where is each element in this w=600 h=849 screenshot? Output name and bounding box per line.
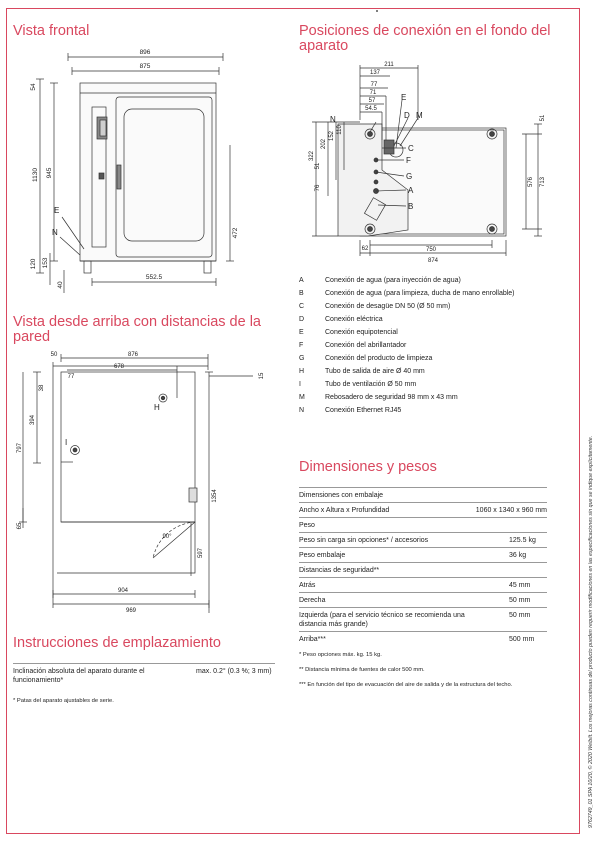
table-row: [299, 608, 547, 632]
note-distance: ** Distancia mínima de fuentes de calor 500 mm.: [299, 667, 425, 673]
legend-key: B: [299, 290, 304, 297]
top-view-drawing: [13, 348, 283, 623]
rear-label-d: D: [404, 111, 410, 120]
rear-dim-211: 211: [384, 62, 394, 68]
top-dim-969: 969: [125, 608, 137, 614]
front-dim-door: 472: [232, 227, 239, 239]
legend-key: H: [299, 368, 305, 375]
front-view-title: Vista frontal: [13, 23, 90, 39]
table-row: [299, 563, 547, 578]
rear-dim-57: 57: [368, 98, 376, 104]
top-marker-dot: [376, 10, 378, 12]
table-row: [299, 488, 547, 503]
front-dim-inner: 875: [139, 63, 151, 70]
rear-dim-713: 713: [540, 176, 546, 188]
table-row: [299, 632, 547, 647]
legend-key: N: [299, 407, 305, 414]
front-dim-54: 54: [30, 83, 37, 91]
front-dim-40: 40: [57, 281, 64, 289]
front-dim-height: 1130: [32, 168, 39, 182]
legend-key: I: [299, 381, 301, 388]
top-view-title: Vista desde arriba con distancias de la pared: [13, 314, 261, 345]
rear-connections-drawing: [298, 60, 578, 270]
table-row: [299, 503, 547, 518]
top-dim-77: 77: [67, 374, 75, 380]
rear-label-a: A: [408, 186, 414, 195]
rear-label-b: B: [408, 202, 414, 211]
legend-item: [299, 315, 559, 324]
legend-item: [299, 328, 559, 337]
top-dim-394: 394: [30, 414, 36, 426]
rear-label-e: E: [401, 93, 407, 102]
installation-table: [13, 663, 275, 688]
installation-title: Instrucciones de emplazamiento: [13, 635, 221, 651]
rear-label-m: M: [416, 111, 423, 120]
side-copyright-text: 9762749_01 SPA 10/20, © 2020 Welbilt. Los mejoras continuas del producto pueden requerir modificaciones en las especificaciones sin que se indique explícitamente.: [588, 435, 594, 828]
legend-desc: Conexión Ethernet RJ45: [325, 407, 402, 414]
table-row: [299, 548, 547, 563]
legend-item: [299, 380, 559, 389]
legend-desc: Tubo de ventilación Ø 50 mm: [325, 381, 417, 388]
rear-dim-576: 576: [528, 176, 534, 188]
packaging-value: 1060 x 1340 x 960 mm: [470, 503, 547, 518]
legend-key: D: [299, 316, 305, 323]
top-door-angle: 90°: [162, 534, 172, 540]
weight-net-label: Peso sin carga sin opciones* / accesorios: [299, 533, 470, 548]
rear-dim-77: 77: [370, 82, 378, 88]
right-label: Derecha: [299, 593, 470, 608]
legend-desc: Conexión del abrillantador: [325, 342, 407, 349]
legend-key: A: [299, 277, 304, 284]
legend-item: [299, 393, 559, 402]
rear-label-f: F: [406, 156, 411, 165]
note-weight: * Peso opciones máx. kg. 15 kg.: [299, 652, 382, 658]
rear-dim-322: 322: [309, 150, 315, 162]
top-dim-876: 876: [127, 352, 139, 358]
top-dim-65: 65: [17, 522, 23, 530]
legend-key: C: [299, 303, 305, 310]
legend-item: [299, 367, 559, 376]
legend-item: [299, 406, 559, 415]
legend-key: F: [299, 342, 304, 349]
packaging-header: Dimensiones con embalaje: [299, 488, 547, 503]
rear-dim-62: 62: [361, 246, 369, 252]
rear-connections-title: Posiciones de conexión en el fondo del aparato: [299, 23, 551, 54]
legend-item: [299, 289, 559, 298]
legend-desc: Conexión equipotencial: [325, 329, 398, 336]
front-label-e: E: [54, 206, 60, 215]
inclination-value: max. 0.2° (0.3 %; 3 mm): [178, 664, 275, 689]
table-row: [299, 593, 547, 608]
top-dim-50: 50: [50, 352, 58, 358]
safety-header: Distancias de seguridad**: [299, 563, 547, 578]
table-row: [299, 518, 547, 533]
legend-desc: Conexión de agua (para inyección de agua): [325, 277, 461, 284]
left-label: Izquierda (para el servicio técnico se recomienda una distancia más grande): [299, 608, 470, 632]
rear-dim-874: 874: [427, 258, 439, 264]
weight-header: Peso: [299, 518, 547, 533]
packaging-label: Ancho x Altura x Profundidad: [299, 503, 470, 518]
legend-key: G: [299, 355, 305, 362]
rear-dim-137: 137: [369, 70, 381, 76]
connection-legend: [299, 276, 559, 419]
legend-desc: Tubo de salida de aire Ø 40 mm: [325, 368, 425, 375]
installation-note: * Patas del aparato ajustables de serie.: [13, 698, 114, 704]
top-label-i: I: [65, 438, 68, 447]
front-dim-foot: 552.5: [145, 274, 163, 281]
legend-desc: Conexión de desagüe DN 50 (Ø 50 mm): [325, 303, 451, 310]
rear-dim-54-5: 54.5: [365, 106, 377, 112]
legend-desc: Rebosadero de seguridad 98 mm x 43 mm: [325, 394, 458, 401]
top-dim-597: 597: [198, 547, 204, 559]
weight-pack-value: 36 kg: [503, 548, 547, 563]
left-value: 50 mm: [503, 608, 547, 632]
top-label: Arriba***: [299, 632, 470, 647]
front-dim-width: 896: [139, 49, 151, 56]
top-value: 500 mm: [503, 632, 547, 647]
rear-dim-76: 76: [315, 184, 321, 192]
legend-item: [299, 354, 559, 363]
weight-net-value: 125.5 kg: [503, 533, 547, 548]
front-dim-120: 120: [30, 258, 37, 270]
top-dim-1354: 1354: [212, 489, 218, 503]
top-dim-904: 904: [117, 588, 129, 594]
rear-dim-152: 152: [329, 130, 335, 142]
rear-label-g: G: [406, 172, 413, 181]
legend-key: E: [299, 329, 304, 336]
table-row: [299, 533, 547, 548]
table-row: [299, 578, 547, 593]
front-label-n: N: [52, 228, 58, 237]
top-dim-678: 678: [113, 364, 125, 370]
legend-desc: Conexión eléctrica: [325, 316, 383, 323]
legend-key: M: [299, 394, 305, 401]
front-dim-153: 153: [42, 257, 49, 269]
top-dim-15: 15: [259, 372, 265, 380]
top-dim-38: 38: [39, 384, 45, 392]
legend-desc: Conexión del producto de limpieza: [325, 355, 433, 362]
rear-dim-202: 202: [321, 138, 327, 150]
front-view-drawing: [20, 45, 275, 300]
rear-dim-750: 750: [425, 247, 437, 253]
weight-pack-label: Peso embalaje: [299, 548, 470, 563]
right-value: 50 mm: [503, 593, 547, 608]
dimensions-title: Dimensiones y pesos: [299, 459, 437, 475]
rear-dim-51-left: 51: [315, 162, 321, 170]
legend-item: [299, 302, 559, 311]
top-label-h: H: [154, 403, 160, 412]
rear-label-c: C: [408, 144, 414, 153]
inclination-label: Inclinación absoluta del aparato durante el funcionamiento*: [13, 664, 178, 689]
legend-item: [299, 341, 559, 350]
dimensions-table: [299, 487, 547, 646]
legend-item: [299, 276, 559, 285]
front-dim-body: 945: [46, 167, 53, 179]
rear-label: Atrás: [299, 578, 470, 593]
rear-label-n: N: [330, 115, 336, 124]
note-top: *** En función del tipo de evacuación del aire de salida y de la estructura del techo.: [299, 682, 513, 688]
top-dim-797: 797: [17, 442, 23, 454]
rear-dim-51-right: 51: [540, 114, 546, 122]
rear-dim-71: 71: [369, 90, 377, 96]
legend-desc: Conexión de agua (para limpieza, ducha de mano enrollable): [325, 290, 515, 297]
rear-value: 45 mm: [503, 578, 547, 593]
table-row: [13, 664, 275, 689]
rear-dim-110: 110: [337, 125, 343, 135]
